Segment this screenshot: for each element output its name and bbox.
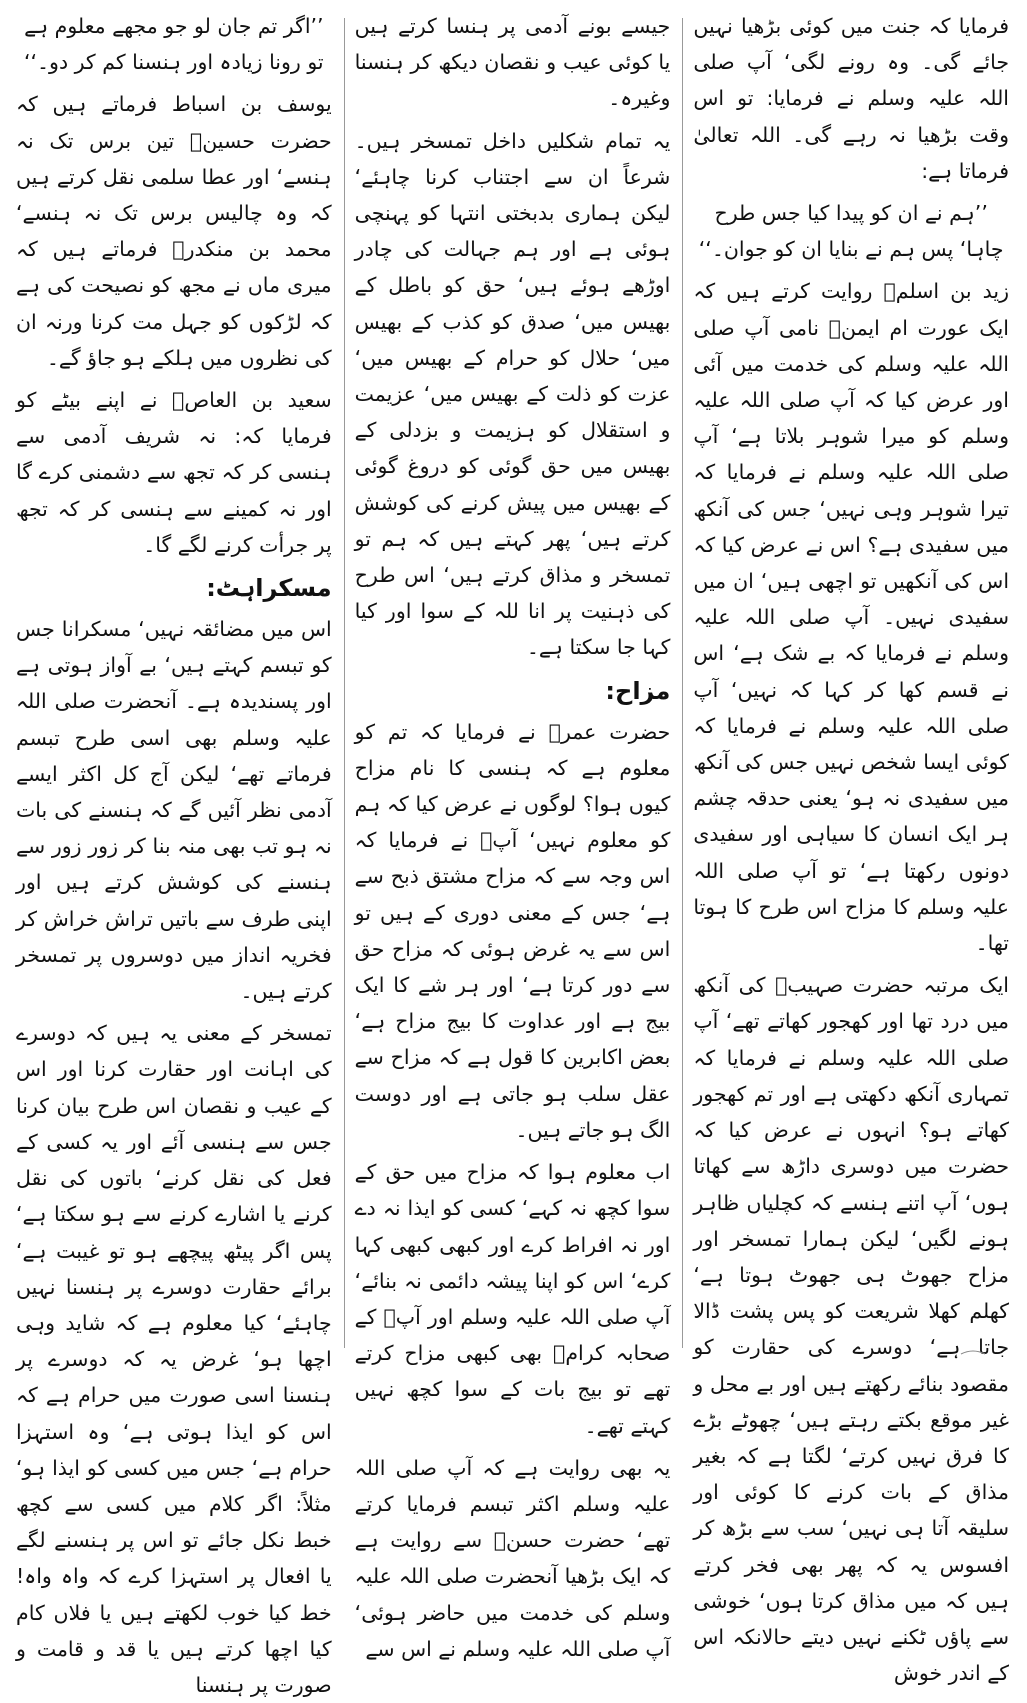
- text-column-right: [6, 8, 344, 1697]
- body-paragraph: یوسف بن اسباط فرماتے ہیں کہ حضرت حسینؓ تین برس تک نہ ہنسے‘ اور عطا سلمی نقل کرتے ہیں کہ وہ چالیس برس تک نہ ہنسے‘ محمد بن منکدرؒ فرماتے ہیں کہ میری ماں نے مجھ کو نصیحت کی ہے کہ لڑکوں کو جہل مت کرنا ورنہ ان کی نظروں میں ہلکے ہو جاؤ گے۔: [16, 92, 332, 370]
- body-paragraph: تمسخر کے معنی یہ ہیں کہ دوسرے کی اہانت اور حقارت کرنا اور اس کے عیب و نقصان اس طرح بیان کرنا جس سے ہنسی آئے اور یہ کسی کے فعل کی نقل کرنے‘ باتوں کی نقل کرنے یا اشارے کرنے سے ہو سکتا ہے‘ پس اگر پیٹھ پیچھے ہو تو غیبت ہے‘ برائے حقارت دوسرے پر ہنسنا نہیں چاہئے‘ کیا معلوم ہے کہ شاید وہی اچھا ہو‘ غرض یہ کہ دوسرے پر ہنسنا اسی صورت میں حرام ہے کہ اس کو ایذا ہوتی ہے‘ وہ استہزا حرام ہے‘ جس میں کسی کو ایذا ہو‘ مثلاً: اگر کلام میں کسی سے کچھ خبط نکل جائے تو اس پر ہنسنے لگے یا افعال پر استہزا کرے کہ واہ واہ! خط کیا خوب لکھتے ہیں یا فلاں کام کیا اچھا کرتے ہیں یا قد و قامت و صورت پر ہنسنا: [16, 1021, 332, 1697]
- page-corner-mark: [959, 1348, 987, 1356]
- body-paragraph: اس میں مضائقہ نہیں‘ مسکرانا جس کو تبسم کہتے ہیں‘ بے آواز ہوتی ہے اور پسندیدہ ہے۔ آنحضرت صلی اللہ علیہ وسلم بھی اسی طرح تبسم فرماتے تھے‘ لیکن آج کل اکثر ایسے آدمی نظر آئیں گے کہ ہنسنے کی بات نہ ہو تب بھی منہ بنا کر زور زور سے ہنسنے کی کوشش کرتے ہیں اور اپنی طرف سے باتیں تراش خراش کر فخریہ انداز میں دوسروں پر تمسخر کرتے ہیں۔: [16, 617, 332, 1004]
- text-column-left: [683, 8, 1021, 1686]
- body-paragraph: ایک مرتبہ حضرت صہیبؓ کی آنکھ میں درد تھا اور کھجور کھاتے تھے‘ آپ صلی اللہ علیہ وسلم نے فرمایا کہ تمہاری آنکھ دکھتی ہے اور تم کھجور کھاتے ہو؟ انہوں نے عرض کیا کہ حضرت میں دوسری داڑھ سے کھاتا ہوں‘ آپ اتنے ہنسے کہ کچلیاں ظاہر ہونے لگیں‘ لیکن ہمارا تمسخر اور مزاح جھوٹ ہی جھوٹ ہوتا ہے‘ کھلم کھلا شریعت کو پس پشت ڈالا جاتا ہے‘ دوسرے کی حقارت کو مقصود بنائے رکھتے ہیں اور بے محل و غیر موقع بکتے رہتے ہیں‘ چھوٹے بڑے کا فرق نہیں کرتے‘ لگتا ہے کہ بغیر مذاق کے بات کرنے کا کوئی اور سلیقہ آتا ہی نہیں‘ سب سے بڑھ کر افسوس یہ کہ پھر بھی فخر کرتے ہیں کہ میں مذاق کرتا ہوں‘ خوشی سے پاؤں ٹکنے نہیں دیتے حالانکہ اس کے اندر خوش: [693, 973, 1010, 1686]
- body-paragraph: زید بن اسلمؒ روایت کرتے ہیں کہ ایک عورت ام ایمنؓ نامی آپ صلی اللہ علیہ وسلم کی خدمت میں آئی اور عرض کیا کہ آپ صلی اللہ علیہ وسلم کو میرا شوہر بلاتا ہے‘ آپ صلی اللہ علیہ وسلم نے فرمایا کہ تیرا شوہر وہی نہیں‘ جس کی آنکھ میں سفیدی ہے؟ اس نے عرض کیا کہ اس کی آنکھیں تو اچھی ہیں‘ ان میں سفیدی نہیں۔ آپ صلی اللہ علیہ وسلم نے فرمایا کہ بے شک ہے‘ اس نے قسم کھا کر کہا کہ نہیں‘ آپ صلی اللہ علیہ وسلم نے فرمایا کہ کوئی ایسا شخص نہیں جس کی آنکھ میں سفیدی نہ ہو‘ یعنی حدقہ چشم ہر ایک انسان کا سیاہی اور سفیدی دونوں رکھتا ہے‘ تو آپ صلی اللہ علیہ وسلم کا مزاح اس طرح کا ہوتا تھا۔: [693, 279, 1010, 956]
- quote-paragraph: ’’ہم نے ان کو پیدا کیا جس طرح چاہا‘ پس ہم نے بنایا ان کو جوان۔‘‘: [698, 201, 1004, 262]
- body-paragraph: حضرت عمرؓ نے فرمایا کہ تم کو معلوم ہے کہ ہنسی کا نام مزاح کیوں ہوا؟ لوگوں نے عرض کیا کہ ہم کو معلوم نہیں‘ آپؓ نے فرمایا کہ اس وجہ سے کہ مزاح مشتق ذبح سے ہے‘ جس کے معنی دوری کے ہیں تو اس سے یہ غرض ہوئی کہ مزاح حق سے دور کرتا ہے‘ اور ہر شے کا ایک بیج ہے اور عداوت کا بیج مزاح ہے‘ بعض اکابرین کا قول ہے کہ مزاح سے عقل سلب ہو جاتی ہے اور دوست الگ ہو جاتے ہیں۔: [354, 719, 671, 1142]
- column-divider: [344, 18, 345, 1348]
- body-paragraph: یہ تمام شکلیں داخل تمسخر ہیں۔ شرعاً ان سے اجتناب کرنا چاہئے‘ لیکن ہماری بدبختی انتہا کو پہنچی ہوئی ہے اور ہم جہالت کی چادر اوڑھے ہوئے ہیں‘ حق کو باطل کے بھیس میں‘ صدق کو کذب کے بھیس میں‘ حلال کو حرام کے بھیس میں‘ عزت کو ذلت کے بھیس میں‘ عزیمت و استقلال کو ہزیمت و بزدلی کے بھیس میں حق گوئی کو دروغ گوئی کے بھیس میں پیش کرنے کی کوشش کرتے ہیں‘ پھر کہتے ہیں کہ ہم تو تمسخر و مذاق کرتے ہیں‘ اس طرح کی ذہنیت پر انا للہ کے سوا اور کیا کہا جا سکتا ہے۔: [354, 128, 671, 660]
- column-divider: [682, 18, 683, 1348]
- text-column-middle: [345, 8, 683, 1661]
- body-paragraph: اب معلوم ہوا کہ مزاح میں حق کے سوا کچھ نہ کہے‘ کسی کو ایذا نہ دے اور نہ افراط کرے اور کبھی کبھی کہا کرے‘ اس کو اپنا پیشہ دائمی نہ بنائے‘ آپ صلی اللہ علیہ وسلم اور آپؐ کے صحابہ کرامؓ بھی کبھی مزاح کرتے تھے تو بیج بات کے سوا کچھ نہیں کہتے تھے۔: [354, 1160, 671, 1438]
- body-paragraph: فرمایا کہ جنت میں کوئی بڑھیا نہیں جائے گی۔ وہ رونے لگی‘ آپ صلی اللہ علیہ وسلم نے فرمایا: تو اس وقت بڑھیا نہ رہے گی۔ اللہ تعالیٰ فرماتا ہے:: [693, 14, 1010, 183]
- section-heading: مزاح:: [605, 676, 671, 705]
- body-paragraph: جیسے بونے آدمی پر ہنسا کرتے ہیں یا کوئی عیب و نقصان دیکھ کر ہنسنا وغیرہ۔: [354, 14, 671, 111]
- quote-paragraph: ’’اگر تم جان لو جو مجھے معلوم ہے تو رونا زیادہ اور ہنسنا کم کر دو۔‘‘: [24, 14, 324, 75]
- body-paragraph: سعید بن العاصؓ نے اپنے بیٹے کو فرمایا کہ: نہ شریف آدمی سے ہنسی کر کہ تجھ سے دشمنی کرے گا اور نہ کمینے سے ہنسی کر کہ تجھ پر جرأت کرنے لگے گا۔: [16, 388, 332, 557]
- section-heading: مسکراہٹ:: [206, 574, 332, 603]
- body-paragraph: یہ بھی روایت ہے کہ آپ صلی اللہ علیہ وسلم اکثر تبسم فرمایا کرتے تھے‘ حضرت حسنؓ سے روایت ہے کہ ایک بڑھیا آنحضرت صلی اللہ علیہ وسلم کی خدمت میں حاضر ہوئی‘ آپ صلی اللہ علیہ وسلم نے اس سے: [354, 1455, 671, 1661]
